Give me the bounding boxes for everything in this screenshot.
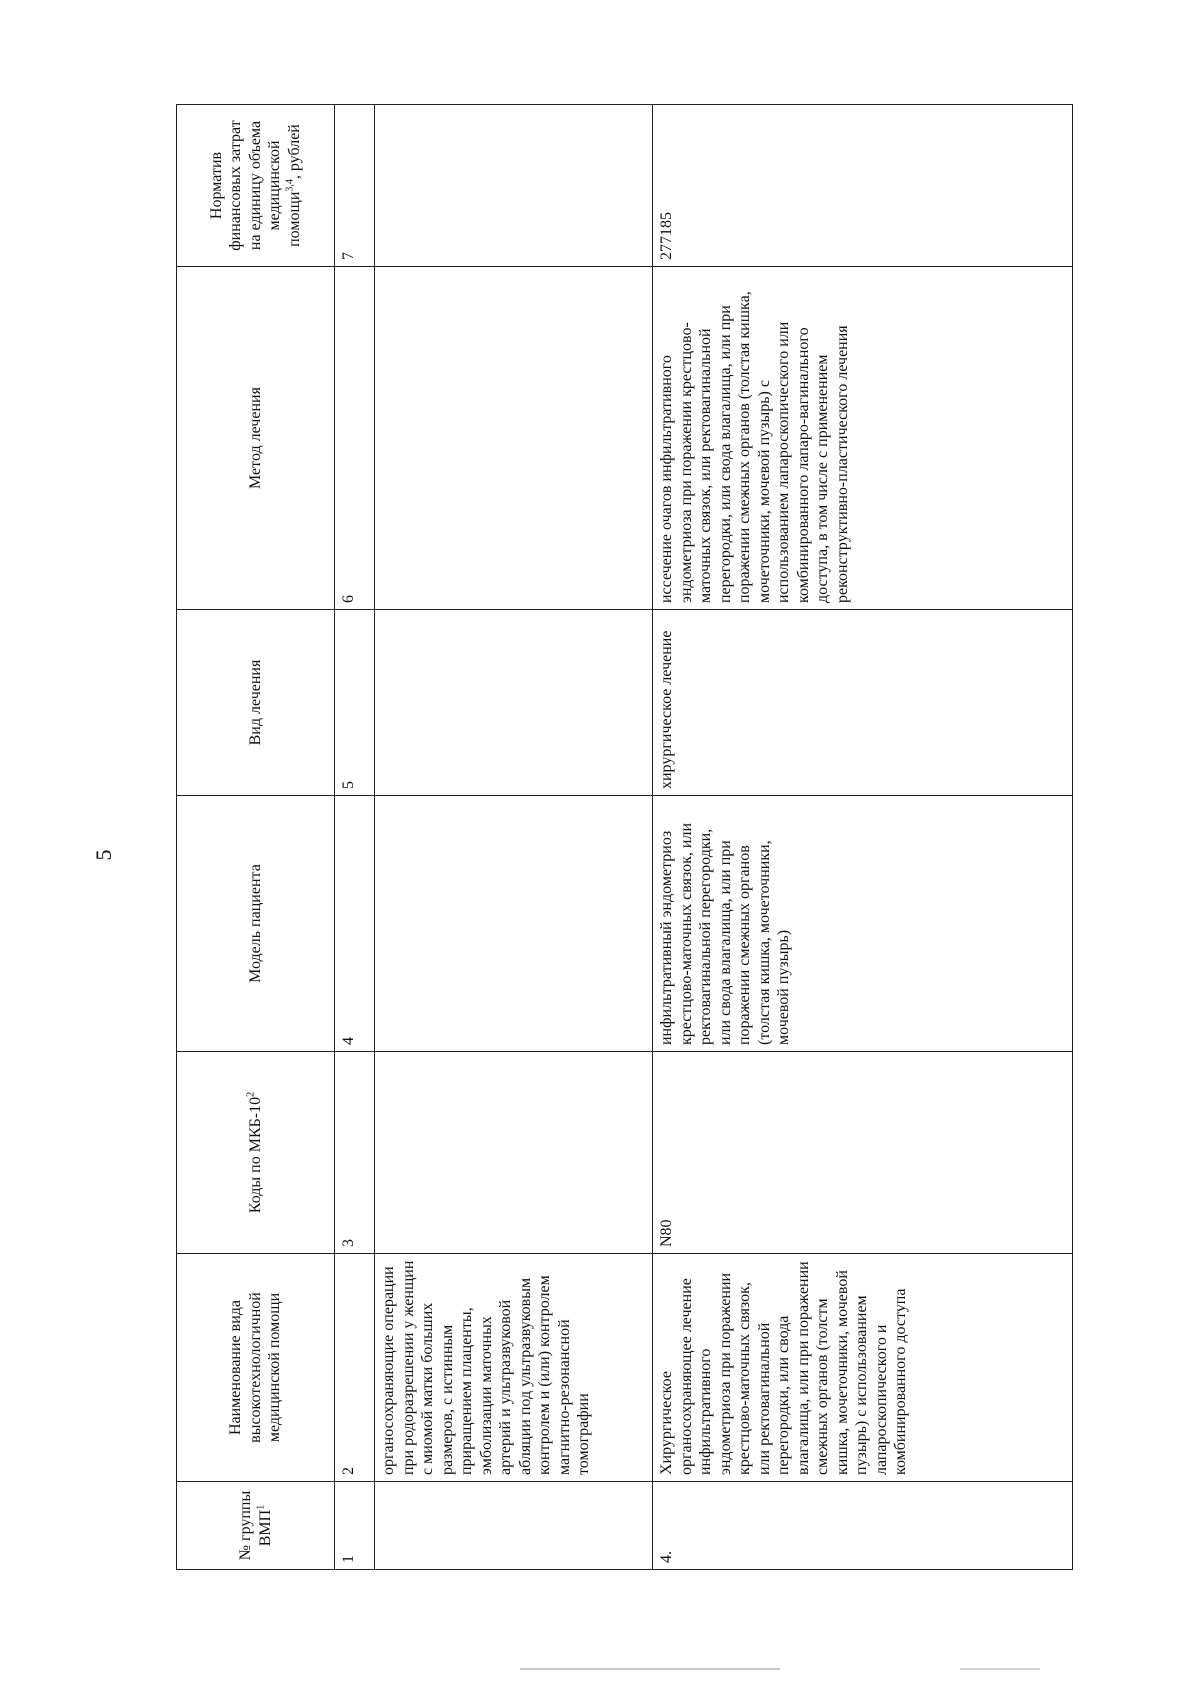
page-number: 5 bbox=[91, 849, 116, 861]
cell-method bbox=[375, 267, 653, 610]
header-cost-norm: Норматив финансовых затрат на единицу объема медицинской помощи$^{3,4}$, рублей bbox=[177, 105, 335, 267]
scan-artifact bbox=[0, 1668, 1200, 1670]
cell-cost bbox=[375, 105, 653, 267]
header-treatment-type: Вид лечения bbox=[177, 610, 335, 796]
column-number: 1 bbox=[335, 1482, 375, 1570]
column-number: 3 bbox=[335, 1052, 375, 1254]
column-number: 2 bbox=[335, 1254, 375, 1482]
cell-icd bbox=[375, 1052, 653, 1254]
cell-name: Хирургическое органосохраняющее лечение инфильтративного эндометриоза при поражении крестцово-маточных связок, или ректовагинальной перегородки, или свода влагалища, или при поражении смежных органов (толстм кишка, мочеточники, мочевой пузырь) с использованием лапароскопического и комбинированного доступа bbox=[653, 1254, 1073, 1482]
cell-icd: N80 bbox=[653, 1052, 1073, 1254]
header-group-no: № группы ВМП$^1$ bbox=[177, 1482, 335, 1570]
cell-patient-model: инфильтративный эндометриоз крестцово-маточных связок, или ректовагинальной перегородки, или свода влагалища, или при поражении смежных органов (толстая кишка, мочеточники, мочевой пузырь) bbox=[653, 796, 1073, 1052]
vmp-table bbox=[176, 104, 1073, 1570]
header-name: Наименование вида высокотехнологичной медицинской помощи bbox=[177, 1254, 335, 1482]
header-patient-model: Модель пациента bbox=[177, 796, 335, 1052]
column-number: 6 bbox=[335, 267, 375, 610]
header-row bbox=[177, 105, 335, 1570]
cell-name: органосохраняющие операции при родоразрешении у женщин с миомой матки больших размеров, с истинным приращением плаценты, эмболизации маточных артерий и ультразвуковой абляции под ультразвуковым контролем и (или) контролем магнитно-резонансной томографии bbox=[375, 1254, 653, 1482]
cell-patient-model bbox=[375, 796, 653, 1052]
header-method: Метод лечения bbox=[177, 267, 335, 610]
column-number-row bbox=[335, 105, 375, 1570]
cell-cost: 277185 bbox=[653, 105, 1073, 267]
cell-treatment-type: хирургическое лечение bbox=[653, 610, 1073, 796]
cell-group-no bbox=[375, 1482, 653, 1570]
rotated-table-container bbox=[176, 105, 1072, 1570]
cell-treatment-type bbox=[375, 610, 653, 796]
table-row bbox=[653, 105, 1073, 1570]
cell-group-no: 4. bbox=[653, 1482, 1073, 1570]
column-number: 4 bbox=[335, 796, 375, 1052]
column-number: 5 bbox=[335, 610, 375, 796]
header-icd: Коды по МКБ-$10^2$ bbox=[177, 1052, 335, 1254]
table-row bbox=[375, 105, 653, 1570]
cell-method: иссечение очагов инфильтративного эндометриоза при поражении крестцово-маточных связок, или ректовагинальной перегородки, или свода влагалища, или при поражении смежных органов (толстая кишка, мочеточники, мочевой пузырь) с использованием лапароскопического или комбинированного лапаро-вагинального доступа, в том числе с применением реконструктивно-пластического лечения bbox=[653, 267, 1073, 610]
column-number: 7 bbox=[335, 105, 375, 267]
